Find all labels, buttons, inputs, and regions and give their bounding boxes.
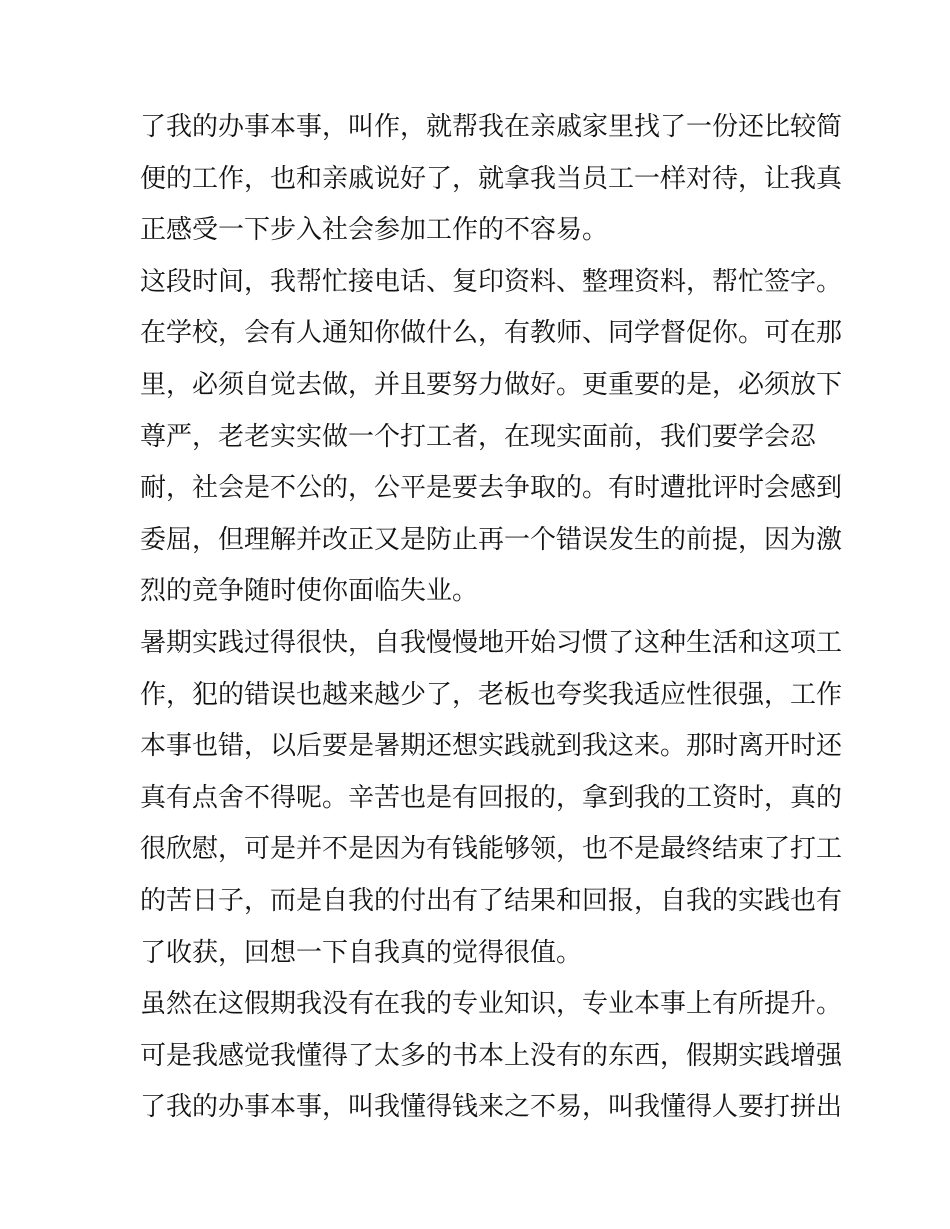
body-text	[140, 102, 843, 1134]
text-line: 尊严，老老实实做一个打工者，在现实面前，我们要学会忍	[140, 421, 817, 452]
text-line: 委屈，但理解并改正又是防止再一个错误发生的前提，因为激	[140, 524, 843, 555]
text-line: 了我的办事本事，叫我懂得钱来之不易，叫我懂得人要打拼出	[140, 1092, 843, 1123]
text-line: 很欣慰，可是并不是因为有钱能够领，也不是最终结束了打工	[140, 834, 843, 865]
text-line: 本事也错，以后要是暑期还想实践就到我这来。那时离开时还	[140, 731, 843, 762]
text-line: 里，必须自觉去做，并且要努力做好。更重要的是，必须放下	[140, 369, 843, 400]
text-line: 了我的办事本事，叫作，就帮我在亲戚家里找了一份还比较简	[140, 112, 843, 142]
text-line: 便的工作，也和亲戚说好了，就拿我当员工一样对待，让我真	[140, 163, 843, 194]
text-line: 烈的竞争随时使你面临失业。	[140, 576, 479, 607]
text-line: 耐，社会是不公的，公平是要去争取的。有时遭批评时会感到	[140, 473, 843, 504]
text-line: 可是我感觉我懂得了太多的书本上没有的东西，假期实践增强	[140, 1040, 843, 1071]
text-line: 的苦日子，而是自我的付出有了结果和回报，自我的实践也有	[140, 885, 843, 916]
text-line: 作，犯的错误也越来越少了，老板也夸奖我适应性很强，工作	[140, 679, 843, 710]
text-line: 正感受一下步入社会参加工作的不容易。	[140, 215, 609, 246]
text-line: 在学校，会有人通知你做什么，有教师、同学督促你。可在那	[140, 318, 843, 349]
text-line: 真有点舍不得呢。辛苦也是有回报的，拿到我的工资时，真的	[140, 782, 843, 813]
text-line: 虽然在这假期我没有在我的专业知识，专业本事上有所提升。	[140, 989, 843, 1020]
text-line: 这段时间，我帮忙接电话、复印资料、整理资料，帮忙签字。	[140, 266, 843, 297]
text-line: 了收获，回想一下自我真的觉得很值。	[140, 937, 583, 968]
text-line: 暑期实践过得很快，自我慢慢地开始习惯了这种生活和这项工	[140, 627, 843, 658]
